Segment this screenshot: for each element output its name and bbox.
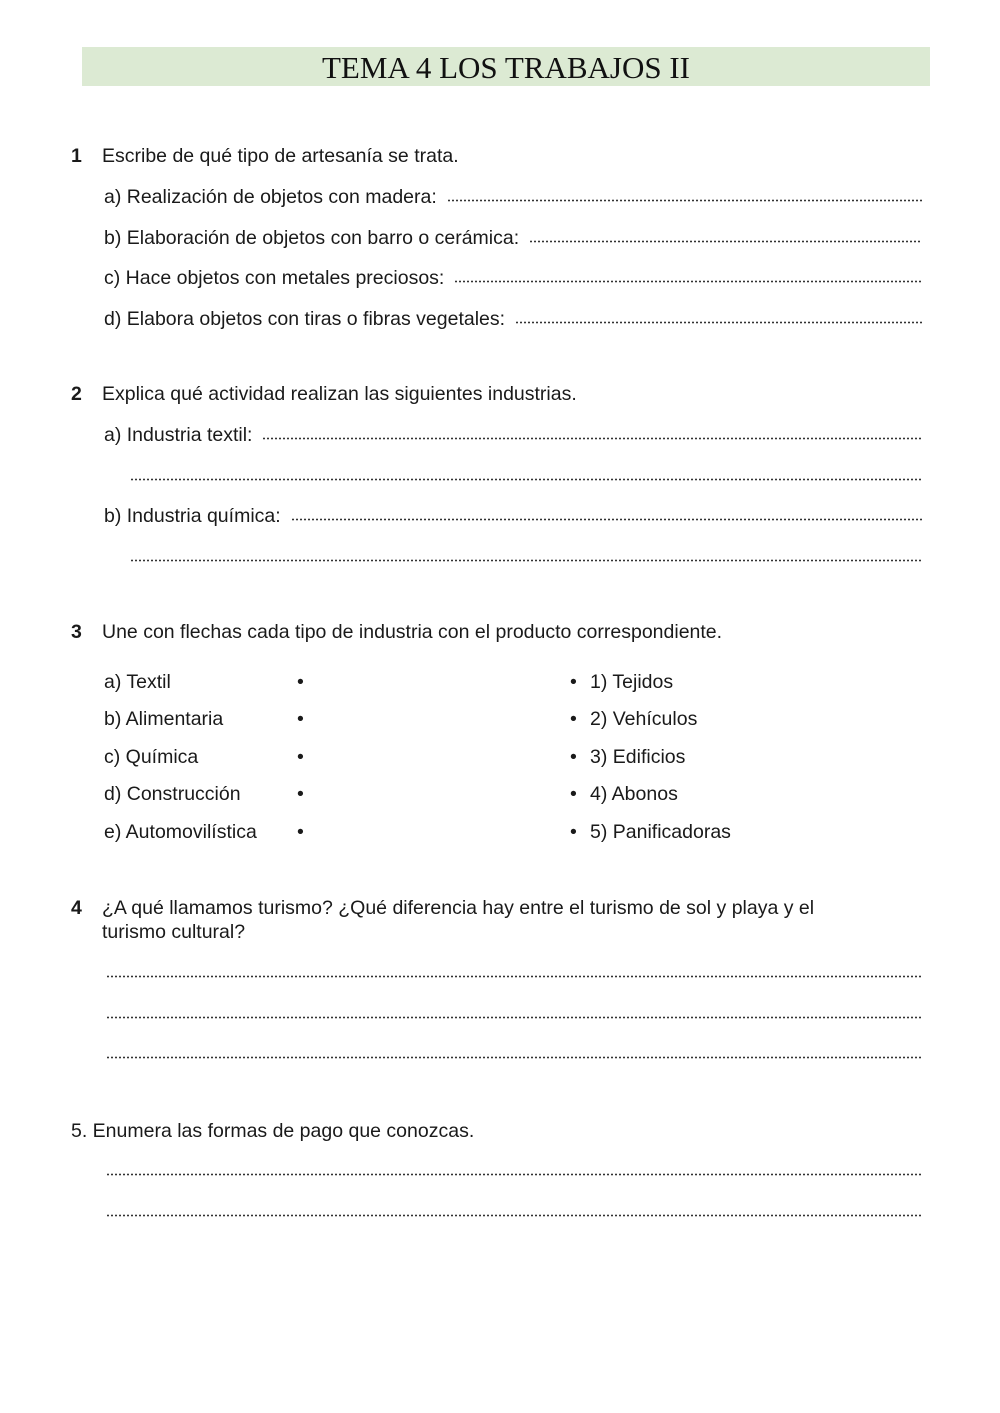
question-1-item-d: d) Elabora objetos con tiras o fibras vegetales: xyxy=(104,308,506,330)
match-dot-right-1[interactable]: • xyxy=(570,671,577,693)
question-4-prompt-line-2: turismo cultural? xyxy=(102,921,246,943)
product-item-1: 1) Tejidos xyxy=(590,671,674,693)
question-1-item-c: c) Hace objetos con metales preciosos: xyxy=(104,267,445,289)
industry-item-a: a) Textil xyxy=(104,671,171,693)
industry-item-e: e) Automovilística xyxy=(104,821,257,843)
page-title: TEMA 4 LOS TRABAJOS II xyxy=(82,47,930,86)
question-2-item-a: a) Industria textil: xyxy=(104,424,253,446)
question-2-prompt: Explica qué actividad realizan las siguientes industrias. xyxy=(102,383,577,405)
question-1-prompt: Escribe de qué tipo de artesanía se trata. xyxy=(102,145,459,167)
question-3-number: 3 xyxy=(71,621,82,643)
answer-blank[interactable] xyxy=(515,321,922,324)
question-1-item-b: b) Elaboración de objetos con barro o cerámica: xyxy=(104,227,520,249)
question-2-number: 2 xyxy=(71,383,82,405)
answer-blank[interactable] xyxy=(454,280,922,283)
match-dot-left-b[interactable]: • xyxy=(297,708,304,730)
question-5-prompt: 5. Enumera las formas de pago que conozcas. xyxy=(71,1120,475,1142)
question-3-prompt: Une con flechas cada tipo de industria con el producto correspondiente. xyxy=(102,621,723,643)
answer-line-2a[interactable] xyxy=(104,423,922,447)
answer-line-1a[interactable] xyxy=(104,185,922,209)
match-dot-left-d[interactable]: • xyxy=(297,783,304,805)
answer-line-1c[interactable] xyxy=(104,266,922,290)
question-1-item-a: a) Realización de objetos con madera: xyxy=(104,186,437,208)
match-dot-left-a[interactable]: • xyxy=(297,671,304,693)
product-item-5: 5) Panificadoras xyxy=(590,821,731,843)
match-dot-left-e[interactable]: • xyxy=(297,821,304,843)
answer-blank-5-line-1[interactable] xyxy=(106,1173,922,1176)
answer-blank-2a-continued[interactable] xyxy=(130,478,922,481)
answer-blank-2b-continued[interactable] xyxy=(130,559,922,562)
answer-blank-4-line-3[interactable] xyxy=(106,1056,922,1059)
match-dot-right-3[interactable]: • xyxy=(570,746,577,768)
answer-blank[interactable] xyxy=(529,240,922,243)
answer-blank[interactable] xyxy=(447,199,922,202)
question-4-prompt-line-1: ¿A qué llamamos turismo? ¿Qué diferencia hay entre el turismo de sol y playa y el xyxy=(102,897,815,919)
match-dot-right-5[interactable]: • xyxy=(570,821,577,843)
answer-blank[interactable] xyxy=(291,518,922,521)
product-item-2: 2) Vehículos xyxy=(590,708,698,730)
question-4-number: 4 xyxy=(71,897,82,919)
product-item-3: 3) Edificios xyxy=(590,746,686,768)
answer-blank-4-line-1[interactable] xyxy=(106,975,922,978)
industry-item-b: b) Alimentaria xyxy=(104,708,224,730)
industry-item-c: c) Química xyxy=(104,746,199,768)
answer-line-2b[interactable] xyxy=(104,504,922,528)
answer-blank-4-line-2[interactable] xyxy=(106,1016,922,1019)
answer-blank-5-line-2[interactable] xyxy=(106,1214,922,1217)
question-1-number: 1 xyxy=(71,145,82,167)
answer-line-1b[interactable] xyxy=(104,226,922,250)
industry-item-d: d) Construcción xyxy=(104,783,241,805)
match-dot-right-4[interactable]: • xyxy=(570,783,577,805)
answer-blank[interactable] xyxy=(262,437,922,440)
answer-line-1d[interactable] xyxy=(104,307,922,331)
product-item-4: 4) Abonos xyxy=(590,783,678,805)
match-dot-left-c[interactable]: • xyxy=(297,746,304,768)
question-2-item-b: b) Industria química: xyxy=(104,505,281,527)
match-dot-right-2[interactable]: • xyxy=(570,708,577,730)
